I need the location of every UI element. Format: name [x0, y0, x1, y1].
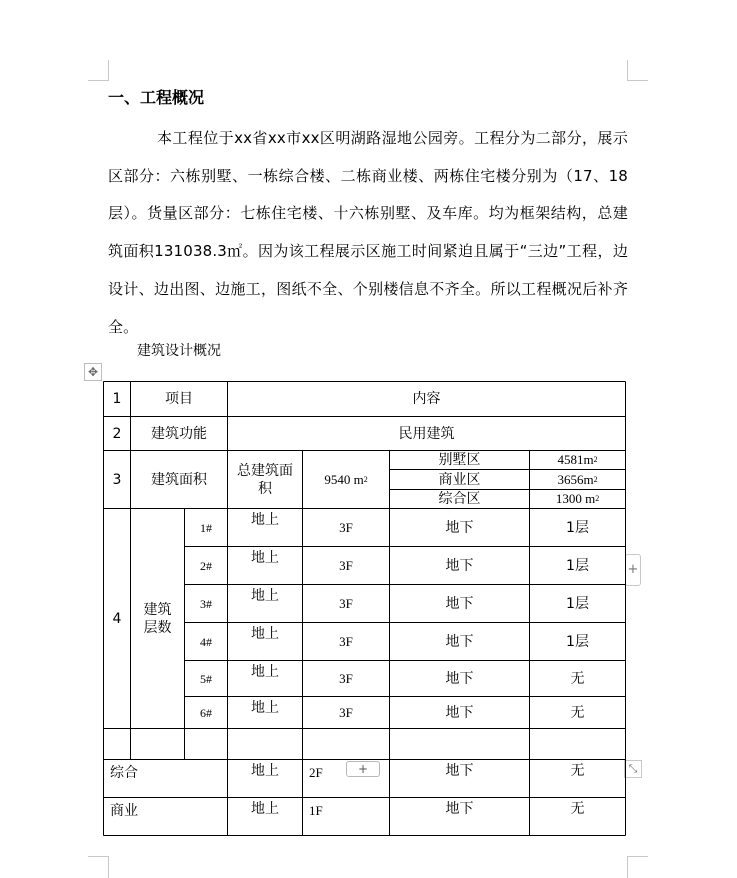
below-ground-floors: 1层 [566, 519, 589, 536]
above-ground-label: 地上 [251, 763, 279, 779]
villa-area-value: 4581m 2 [557, 452, 598, 467]
building-id: 2# [200, 558, 212, 573]
below-ground-label: 地下 [445, 519, 474, 536]
row-number: 2 [112, 425, 122, 442]
total-area-label: 总建筑面积 [237, 462, 293, 497]
above-ground-label: 地上 [251, 550, 279, 566]
building-id: 1# [200, 520, 212, 535]
header-content: 内容 [412, 391, 441, 407]
below-ground-floors: 无 [570, 704, 585, 721]
commercial-building-label: 商业 [110, 803, 138, 819]
above-ground-label: 地上 [251, 626, 279, 642]
total-area-value: 9540 m 2 [324, 471, 368, 487]
above-ground-floors: 3F [339, 595, 353, 611]
above-ground-floors: 3F [339, 670, 353, 686]
building-floors-label: 建筑层数 [143, 601, 172, 636]
villa-area-label: 别墅区 [438, 452, 481, 468]
below-ground-floors: 无 [570, 763, 585, 779]
move-handle-icon[interactable]: ✥ [84, 363, 102, 381]
above-ground-floors: 1F [309, 803, 323, 818]
building-area-label: 建筑面积 [151, 471, 207, 488]
table-caption: 建筑设计概况 [137, 343, 221, 359]
above-ground-floors: 3F [339, 557, 353, 573]
page-corner-mark-bottom-left [88, 856, 109, 878]
add-row-plus-icon[interactable]: + [346, 761, 380, 777]
resize-icon[interactable]: ⤡ [624, 760, 642, 778]
complex-area-label: 综合区 [438, 491, 481, 507]
above-ground-label: 地上 [251, 664, 279, 680]
below-ground-floors: 1层 [566, 595, 589, 612]
overview-paragraph: 本工程位于xx省xx市xx区明湖路湿地公园旁。工程分为二部分，展示区部分：六栋别墅、一栋综合楼、二栋商业楼、两栋住宅楼分别为（17、18层）。货量区部分：七栋住宅楼、十六栋别墅、及车库。均为框架结构，总建筑面积131038.3㎡。因为该工程展示区施工时间紧迫且属于“三边”工程，边设计、边出图、边施工，图纸不全、个别楼信息不齐全。所以工程概况后补齐全。 [108, 129, 628, 336]
row-number: 4 [112, 610, 122, 627]
commercial-area-label: 商业区 [438, 471, 481, 488]
below-ground-floors: 无 [570, 670, 585, 687]
page-corner-mark-bottom-right [627, 856, 648, 878]
row-number: 1 [112, 391, 122, 407]
building-id: 5# [200, 671, 212, 686]
below-ground-label: 地下 [445, 801, 474, 817]
below-ground-label: 地下 [445, 704, 474, 721]
section-heading: 一、工程概况 [108, 88, 205, 107]
below-ground-label: 地下 [445, 763, 474, 779]
below-ground-label: 地下 [445, 670, 474, 687]
building-id: 6# [200, 705, 212, 720]
above-ground-floors: 2F [309, 765, 323, 780]
page-corner-mark-top-right [627, 60, 648, 81]
building-id: 3# [200, 596, 212, 611]
above-ground-floors: 3F [339, 704, 353, 720]
plus-icon[interactable]: + [625, 554, 641, 586]
building-function-value: 民用建筑 [398, 425, 455, 442]
complex-area-value: 1300 m 2 [555, 491, 600, 506]
below-ground-label: 地下 [445, 557, 474, 574]
complex-building-label: 综合 [110, 765, 138, 781]
above-ground-label: 地上 [251, 801, 279, 817]
above-ground-floors: 3F [339, 633, 353, 649]
row-number: 3 [112, 471, 122, 488]
below-ground-floors: 无 [570, 801, 585, 817]
above-ground-floors: 3F [339, 519, 353, 535]
below-ground-label: 地下 [445, 595, 474, 612]
commercial-area-value: 3656m 2 [557, 471, 598, 487]
below-ground-floors: 1层 [566, 633, 589, 650]
above-ground-label: 地上 [251, 512, 279, 528]
above-ground-label: 地上 [251, 700, 279, 716]
below-ground-floors: 1层 [566, 557, 589, 574]
building-id: 4# [200, 634, 212, 649]
page-corner-mark-top-left [88, 60, 109, 81]
header-item: 项目 [165, 391, 193, 407]
above-ground-label: 地上 [251, 588, 279, 604]
below-ground-label: 地下 [445, 633, 474, 650]
building-function-label: 建筑功能 [151, 425, 207, 442]
